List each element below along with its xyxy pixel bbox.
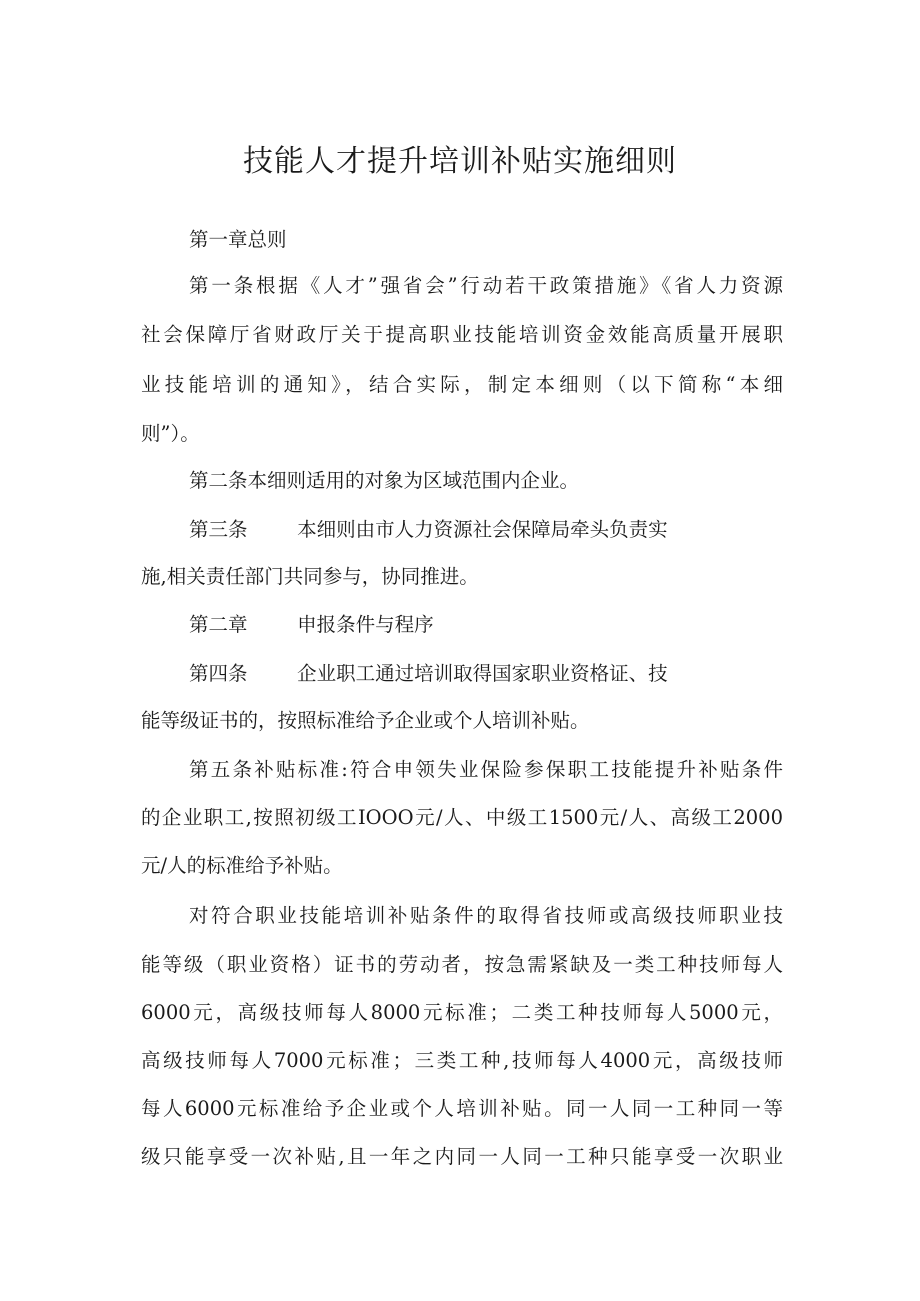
article-5-line-1: 第五条补贴标准:符合申领失业保险参保职工技能提升补贴条件 — [189, 758, 783, 781]
article-1-line-2: 社会保障厅省财政厅关于提高职业技能培训资金效能高质量开展职 — [141, 323, 783, 346]
paragraph-line-3: 6000元，高级技师每人8000元标准；二类工种技师每人5000元， — [141, 1001, 783, 1024]
chapter-1-heading: 第一章总则 — [189, 228, 287, 251]
article-1-line-3: 业技能培训的通知》，结合实际，制定本细则（以下简称“本细 — [141, 373, 783, 396]
paragraph-line-1: 对符合职业技能培训补贴条件的取得省技师或高级技师职业技 — [189, 904, 783, 927]
article-5-line-3: 元/人的标准给予补贴。 — [141, 854, 343, 877]
paragraph-line-6: 级只能享受一次补贴,且一年之内同一人同一工种只能享受一次职业 — [141, 1145, 783, 1168]
paragraph-line-4: 高级技师每人7000元标准；三类工种,技师每人4000元，高级技师 — [141, 1049, 783, 1072]
document-title: 技能人才提升培训补贴实施细则 — [243, 144, 677, 179]
article-5-line-2: 的企业职工,按照初级工IOOO元/人、中级工1500元/人、高级工2000 — [141, 806, 783, 829]
article-4-line-2: 能等级证书的，按照标准给予企业或个人培训补贴。 — [141, 709, 590, 732]
paragraph-line-2: 能等级（职业资格）证书的劳动者，按急需紧缺及一类工种技师每人 — [141, 953, 783, 976]
article-4-line-1: 第四条 企业职工通过培训取得国家职业资格证、技 — [189, 662, 668, 685]
paragraph-line-5: 每人6000元标准给予企业或个人培训补贴。同一人同一工种同一等 — [141, 1097, 783, 1120]
article-1-line-4: 则”）。 — [141, 422, 200, 445]
article-3-line-2: 施,相关责任部门共同参与，协同推进。 — [141, 565, 479, 588]
article-3-line-1: 第三条 本细则由市人力资源社会保障局牵头负责实 — [189, 518, 668, 541]
chapter-2-heading: 第二章 申报条件与程序 — [189, 613, 434, 636]
article-2: 第二条本细则适用的对象为区域范围内企业。 — [189, 469, 580, 492]
article-1-line-1: 第一条根据《人才”强省会”行动若干政策措施》《省人力资源 — [189, 274, 783, 297]
